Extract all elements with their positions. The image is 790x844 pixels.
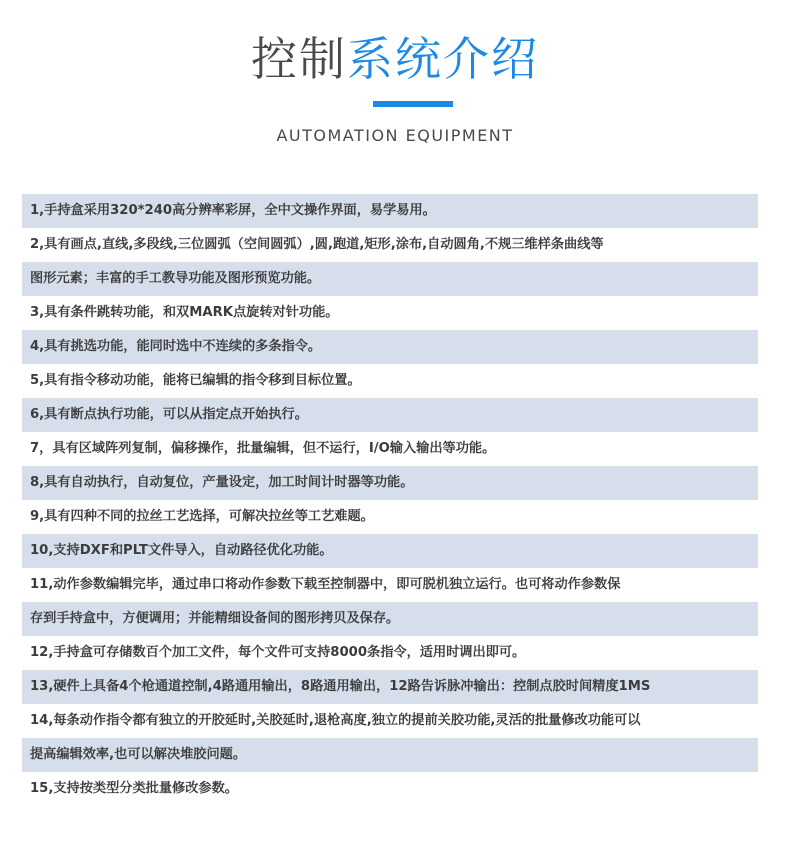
title-underline xyxy=(373,101,453,107)
feature-row: 2,具有画点,直线,多段线,三位圆弧（空间圆弧）,圆,跑道,矩形,涂布,自动圆角,不规三维样条曲线等 xyxy=(22,228,758,262)
page-title xyxy=(0,28,790,90)
feature-row: 提高编辑效率,也可以解决堆胶问题。 xyxy=(22,738,758,772)
feature-row: 12,手持盒可存储数百个加工文件，每个文件可支持8000条指令，适用时调出即可。 xyxy=(22,636,758,670)
feature-list xyxy=(22,194,758,806)
feature-row: 11,动作参数编辑完毕，通过串口将动作参数下载至控制器中，即可脱机独立运行。也可将动作参数保 xyxy=(22,568,758,602)
feature-row: 7，具有区域阵列复制，偏移操作，批量编辑，但不运行，I/O输入输出等功能。 xyxy=(22,432,758,466)
feature-row: 图形元素；丰富的手工教导功能及图形预览功能。 xyxy=(22,262,758,296)
feature-row: 8,具有自动执行，自动复位，产量设定，加工时间计时器等功能。 xyxy=(22,466,758,500)
feature-row: 5,具有指令移动功能，能将已编辑的指令移到目标位置。 xyxy=(22,364,758,398)
feature-row: 9,具有四种不同的拉丝工艺选择，可解决拉丝等工艺难题。 xyxy=(22,500,758,534)
feature-row: 14,每条动作指令都有独立的开胶延时,关胶延时,退枪高度,独立的提前关胶功能,灵活的批量修改功能可以 xyxy=(22,704,758,738)
feature-row: 存到手持盒中，方便调用；并能精细设备间的图形拷贝及保存。 xyxy=(22,602,758,636)
feature-row: 3,具有条件跳转功能，和双MARK点旋转对针功能。 xyxy=(22,296,758,330)
feature-row: 4,具有挑选功能，能同时选中不连续的多条指令。 xyxy=(22,330,758,364)
title-part-1: 控制 xyxy=(251,32,347,86)
feature-row: 15,支持按类型分类批量修改参数。 xyxy=(22,772,758,806)
feature-row: 10,支持DXF和PLT文件导入，自动路径优化功能。 xyxy=(22,534,758,568)
feature-row: 13,硬件上具备4个枪通道控制,4路通用输出，8路通用输出，12路告诉脉冲输出：控制点胶时间精度1MS xyxy=(22,670,758,704)
title-part-2: 系统介绍 xyxy=(347,32,539,86)
feature-row: 6,具有断点执行功能，可以从指定点开始执行。 xyxy=(22,398,758,432)
feature-row: 1,手持盒采用320*240高分辨率彩屏，全中文操作界面，易学易用。 xyxy=(22,194,758,228)
subtitle: AUTOMATION EQUIPMENT xyxy=(276,126,514,145)
